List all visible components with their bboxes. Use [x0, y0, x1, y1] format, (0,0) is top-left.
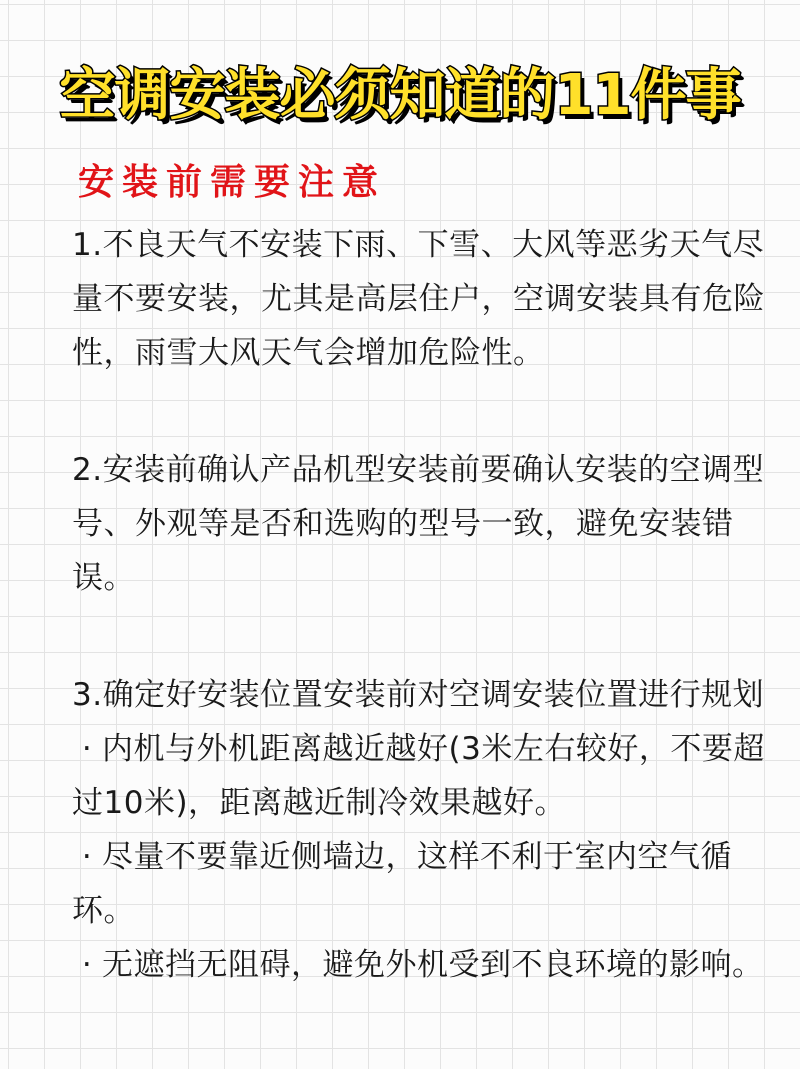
item-1-line-2: 量不要安装，尤其是高层住户，空调安装具有危险: [72, 281, 765, 317]
item-1-line-3: 性，雨雪大风天气会增加危险性。: [72, 335, 545, 371]
paragraph-spacer: [72, 380, 744, 443]
bullet-1-line-1: [72, 722, 765, 776]
bullet-3-text-1: 无遮挡无阻碍，避免外机受到不良环境的影响。: [102, 947, 764, 983]
article-body: [72, 218, 765, 992]
item-1: [72, 218, 765, 380]
item-2: [72, 443, 765, 605]
item-2-line-3: 误。: [72, 560, 135, 596]
bullet-dot: ·: [81, 839, 93, 875]
bullet-2-text-1: 尽量不要靠近侧墙边，这样不利于室内空气循: [102, 839, 732, 875]
bullet-2-line-1: [72, 830, 744, 884]
item-1-line-1: 1.不良天气不安装下雨、下雪、大风等恶劣天气尽: [72, 227, 765, 263]
section-subtitle: 安装前需要注意: [78, 161, 387, 203]
item-2-line-1: 2.安装前确认产品机型安装前要确认安装的空调型: [72, 452, 765, 488]
paragraph-spacer: [72, 605, 744, 668]
bullet-dot: ·: [81, 731, 93, 767]
page-title: 空调安装必须知道的11件事: [59, 63, 741, 128]
bullet-3-line-1: [72, 938, 764, 992]
item-3: [72, 668, 765, 992]
item-3-heading: 3.确定好安装位置安装前对空调安装位置进行规划: [72, 677, 765, 713]
bullet-1-text-1: 内机与外机距离越近越好(3米左右较好，不要超: [102, 731, 765, 767]
bullet-1-line-2: 过10米)，距离越近制冷效果越好。: [72, 785, 567, 821]
bullet-2-line-2: 环。: [72, 893, 135, 929]
item-2-line-2: 号、外观等是否和选购的型号一致，避免安装错: [72, 506, 734, 542]
bullet-dot: ·: [81, 947, 93, 983]
